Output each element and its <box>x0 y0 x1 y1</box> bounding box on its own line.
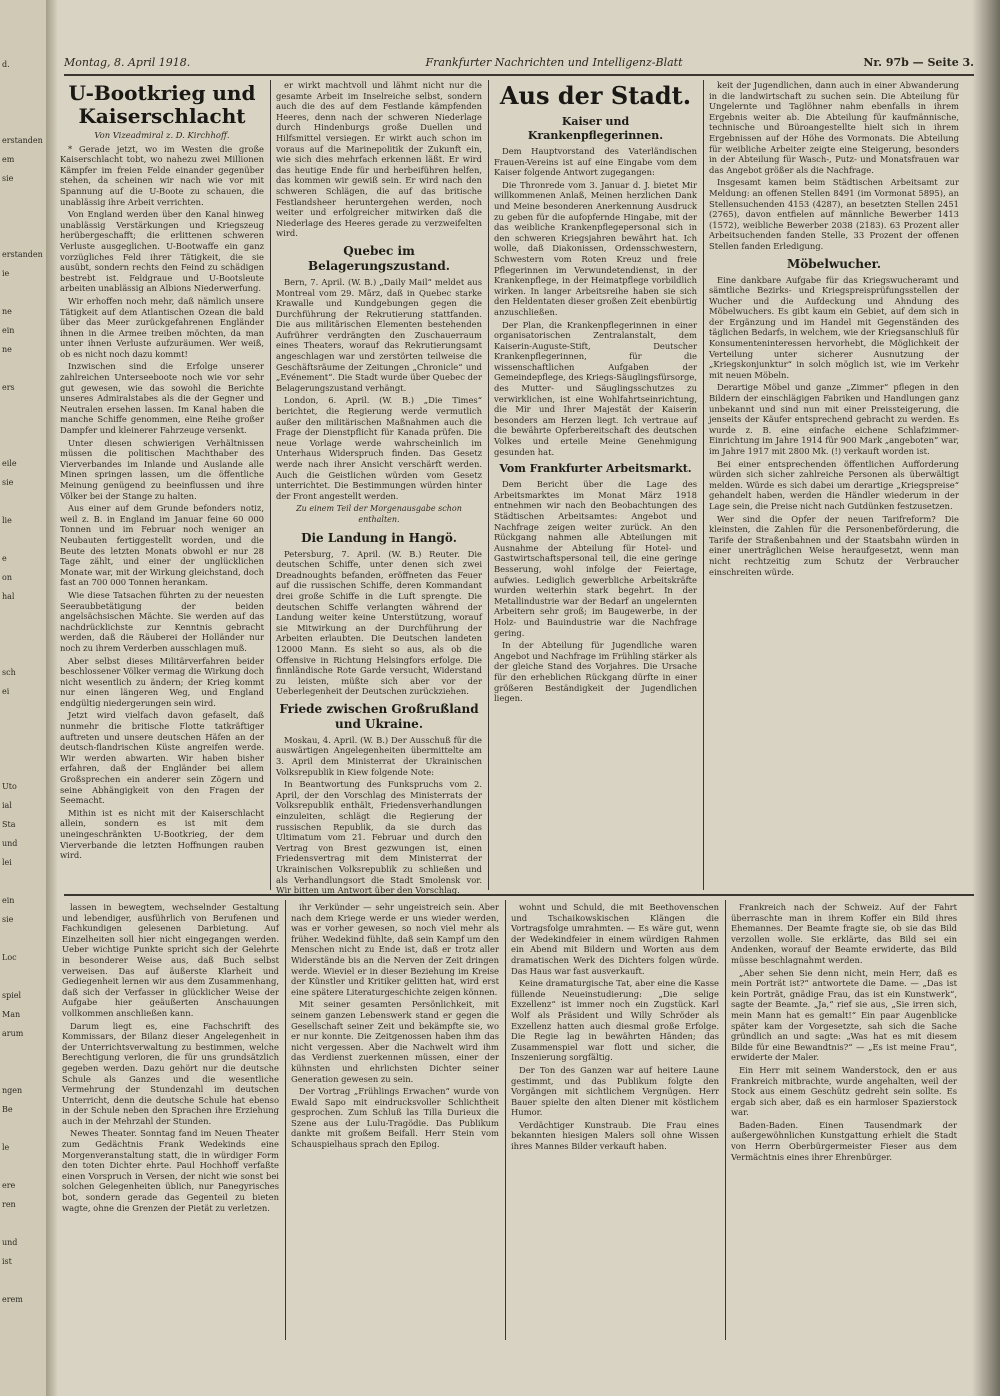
paragraph: keit der Jugendlichen, dann auch in einer Abwanderung in die landwirtschaft zu suchen sein. Die Abteilung für Ungelernte und Taglöhner nahm ebenfalls in ihrem Ergebnis weiter ab. Die Abteilung für kaufmännische, technische und Büroangestellte hielt sich in ihrem Ergebnissen auf der Höhe des Vormonats. Die Abteilung für weibliche Arbeiter zeigte eine Steigerung, besonders in der Abteilung für Wasch-, Putz- und Monatsfrauen war das Angebot größer als die Nachfrage. <box>709 80 959 175</box>
paragraph: Newes Theater. Sonntag fand im Neuen Theater zum Gedächtnis Frank Wedekinds eine Morgenveranstaltung statt, die in würdiger Form den toten Dichter ehrte. Paul Hochhoff verfaßte einen Vorspruch in Versen, der nicht wie sonst bei solchen Gelegenheiten üblich, nur Panegyrisches bot, sondern gerade das Gegenteil zu bieten wagte, ohne die Grenzen der Pietät zu verletzen. <box>62 1128 279 1213</box>
paragraph: Baden-Baden. Einen Tausendmark der außergewöhnlichen Kunstgattung erhielt die Stadt von Herrn Oberbürgermeister Fieser aus dem Vermächtnis eines ihrer Ehrenbürger. <box>731 1119 957 1162</box>
fragment-line <box>2 934 42 953</box>
fragment-line <box>2 231 42 250</box>
paragraph: Aber selbst dieses Militärverfahren beider beschlossener Völker vermag die Wirkung doch nicht wesentlich zu ändern; der Krieg kommt nur einen längeren Weg, und England endgültig niedergerungen sein wird. <box>60 655 264 708</box>
paragraph: Moskau, 4. April. (W. B.) Der Ausschuß für die auswärtigen Angelegenheiten übermittelte am 3. April dem Ministerrat der Ukrainischen Volksrepublik in Kiew folgende Note: <box>276 734 482 777</box>
column-rule <box>703 80 704 890</box>
fragment-line <box>2 497 42 516</box>
paragraph: Darum liegt es, eine Fachschrift des Kommissars, der Bilanz dieser Angelegenheit in der Unterrichtsverwaltung zu bestimmen, welche Berechtigung verloren, die für uns grundsätzlich gegeben werden. Dazu gehört nur die deutsche Schule als Ganzes und die wesentliche Vermehrung der Stundenzahl im deutschen Unterricht, denn die deutsche Schule hat ebenso in der Schule neben den Sprachen ihre Erziehung auch in der Mehrzahl der Stunden. <box>62 1020 279 1126</box>
paragraph: Wer sind die Opfer der neuen Tarifreform? Die kleinsten, die Zahlen für die Personenbeförderung, die Tarife der Straßenbahnen und der Staatsbahn würden in einer unerträglichen Weise heraufgesetzt, wenn man nicht rechtzeitig zum Schutz der Verbraucher einschreiten würde. <box>709 513 959 577</box>
fragment-line: und <box>2 1238 18 1247</box>
paragraph: Aus einer auf dem Grunde befonders notiz, weil z. B. in England im Januar feine 60 000 Tonnen und im Februar noch weniger an Neubauten fertiggestellt worden, und die Beute des letzten Monats obwohl er nur 28 Tage zählt, und einer der unglücklichen Monate war, mit der Wirkung gleichstand, doch fast an 700 000 Tonnen herankam. <box>60 503 264 588</box>
article-body <box>709 275 959 578</box>
fragment-line: ren <box>2 1200 16 1209</box>
column-2 <box>276 80 482 896</box>
paragraph: Bei einer entsprechenden öffentlichen Aufforderung würden sich sicher zahlreiche Personen als überwältigt melden. Würde es sich dabei um derartige „Kriegspreise“ gehandelt haben, werden die Händler wiederum in der Lage sein, die Preise nicht nach Gutdünken festzusetzen. <box>709 458 959 511</box>
paragraph: In der Abteilung für Jugendliche waren Angebot und Nachfrage im Frühling stärker als der gleiche Stand des Vorjahres. Die Ursache für den erheblichen Rückgang dürfte in einer größeren Beständigkeit der Jugendlichen liegen. <box>494 640 697 704</box>
fragment-line <box>2 611 42 630</box>
fragment-line <box>2 535 42 554</box>
paragraph: Inzwischen sind die Erfolge unserer zahlreichen Unterseeboote noch wie vor sehr gut gewesen, wie das sowohl die Berichte unseres Admiralstabes als die der Gegner und Neutralen ersehen lassen. Im Kanal haben die manche Schiffe genommen, eine Reihe großer Dampfer und kleinerer Fahrzeuge versenkt. <box>60 361 264 436</box>
paragraph: Verdächtiger Kunstraub. Die Frau eines bekannten hiesigen Malers soll ohne Wissen ihres Mannes Bilder verkauft haben. <box>511 1119 719 1152</box>
fragment-line <box>2 1048 42 1067</box>
fragment-line <box>2 649 42 668</box>
header-rule <box>64 74 974 76</box>
article-body <box>276 735 482 896</box>
fragment-line: ngen <box>2 1086 23 1095</box>
paragraph: Bern, 7. April. (W. B.) „Daily Mail“ meldet aus Montreal vom 29. März, daß in Quebec starke Krawalle und Kundgebungen gegen die Durchführung der Rekrutierung stattfanden. Die aus militärischen Elementen bestehenden Aufrührer verdrängten den Zuschauerraum eines Theaters, worauf das Rekrutierungsamt angeschlagen war und zerstörten teilweise die Geschäftsräume der Zeitungen „Chronicle“ und „Evénement“. Die Stadt wurde über Quebec der Belagerungszustand verhängt. <box>276 276 482 393</box>
section-divider <box>64 894 974 896</box>
fragment-line: Uto <box>2 782 17 791</box>
feuilleton-column-1 <box>62 902 279 1340</box>
column-rule <box>505 900 506 1340</box>
paragraph: „Aber sehen Sie denn nicht, mein Herr, daß es mein Porträt ist?“ antwortete die Dame. — „Das ist kein Porträt, gnädige Frau, das ist ein Kunstwerk“, sagte der Beamte. „Ja,“ rief sie aus, „Sie irren sich, mein Mann hat es gemalt!“ Ein paar Augenblicke später kam der Vorgesetzte, sah sich die Sache gründlich an und sagte: „Was hat es mit diesem Bilde für eine Bewandtnis?“ — „Es ist meine Frau“, erwiderte der Maler. <box>731 967 957 1063</box>
fragment-line <box>2 212 42 231</box>
fragment-line: ie <box>2 269 10 278</box>
fragment-line: eile <box>2 459 17 468</box>
fragment-line <box>2 630 42 649</box>
fragment-line <box>2 1162 42 1181</box>
paragraph: Unter diesen schwierigen Verhältnissen müssen die politischen Machthaber des Vierverbandes im Inlande und Auslande alle Minen springen lassen, um die öffentliche Meinung genügend zu beeinflussen und ihre Völker bei der Stange zu halten. <box>60 437 264 501</box>
fragment-line: erem <box>2 1295 23 1304</box>
paragraph: Die Thronrede vom 3. Januar d. J. bietet Mir willkommenen Anlaß, Meinen herzlichen Dank und Meine besonderen Anerkennung Ausdruck zu geben für die aufopfernde Hingabe, mit der das weibliche Krankenpflegepersonal sich in den schweren Kriegsjahren bewährt hat. Ich wolle, daß Diakonissen, Ordensschwestern, Schwestern vom Roten Kreuz und freie Pflegerinnen im Verwundetendienst, in der Krankenpflege, in der Heimatpflege vorbildlich wirken. In langer Arbeitsreihe haben sie sich den Heldentaten dieser großen Zeit ebenbürtig anzuschließen. <box>494 179 697 317</box>
fragment-line: Man <box>2 1010 21 1019</box>
article-body <box>494 479 697 703</box>
edition-note: Zu einem Teil der Morgenausgabe schon enthalten. <box>296 504 462 524</box>
article-continuation: er wirkt machtvoll und lähmt nicht nur die gesamte Arbeit im Inselreiche selbst, sondern auch die des auf dem Festlande kämpfenden Heeres, denn nach der schweren Niederlage durch Hindenburgs große Duellen und Hilfsmittel versiegen. Er wirkt auch schon im voraus auf die Marinepolitik der Zukunft ein, wie sich dies mehrfach erkennen läßt. Er wird das heutige Ende für und herbeiführen helfen, das kommen wir gewiß sein. Er wird nach den schweren Schlägen, die auf das britische Festlandsheer heruntergehen werden, noch weiter und erfolgreicher mitwirken daß die Niederlage des Heeres gerade zu verzweifelten wird. <box>276 80 482 239</box>
fragment-line: spiel <box>2 991 22 1000</box>
article-byline: Von Vizeadmiral z. D. Kirchhoff. <box>94 130 230 140</box>
fragment-line: le <box>2 1143 10 1152</box>
fragment-line: ne <box>2 345 12 354</box>
paragraph: Der Plan, die Krankenpflegerinnen in einer organisatorischen Zentralanstalt, dem Kaiserin-Auguste-Stift, Deutscher Krankenpflegerinnen, für die wissenschaftlichen Aufgaben der Gemeindepflege, des Kriegs-Säuglingsfürsorge, des Mutter- und Säuglingsschutzes zu verwirklichen, ist eine Wohlfahrtseinrichtung, die Mir und Ihrer Majestät der Kaiserin besonders am Herzen liegt. Ich vertraue auf die bewährte Opferbereitschaft des deutschen Volkes und erteile Meine Genehmigung gesunden hat. <box>494 319 697 457</box>
fragment-line <box>2 972 42 991</box>
paragraph: Der Ton des Ganzen war auf heitere Laune gestimmt, und das Publikum folgte den Vorgängen mit sichtlichem Vergnügen. Herr Bauer spielte den alten Diener mit köstlichem Humor. <box>511 1064 719 1118</box>
column-rule <box>270 80 271 890</box>
fragment-line: Sta <box>2 820 16 829</box>
newspaper-name: Frankfurter Nachrichten und Intelligenz-Blatt <box>425 56 683 69</box>
fragment-line: lie <box>2 516 12 525</box>
column-rule <box>488 80 489 890</box>
headline-kaiser: Kaiser und Krankenpflegerinnen. <box>527 115 664 142</box>
fragment-line: Be <box>2 1105 13 1114</box>
fragment-line <box>2 193 42 212</box>
fragment-line <box>2 1333 42 1352</box>
fragment-line <box>2 98 42 117</box>
fragment-line: lei <box>2 858 12 867</box>
paragraph: * Gerade jetzt, wo im Westen die große Kaiserschlacht tobt, wo nahezu zwei Millionen Kämpfer im freien Felde einander gegenüber stehen, da scheinen wir nach wie vor mit Spannung auf die U-Boote zu schauen, die unablässig ihre Arbeit verrichten. <box>60 143 264 207</box>
article-body <box>276 549 482 697</box>
fragment-line: ne <box>2 307 12 316</box>
article-body <box>494 146 697 457</box>
fragment-line <box>2 1124 42 1143</box>
fragment-line: Loc <box>2 953 17 962</box>
fragment-line: und <box>2 839 18 848</box>
fragment-line: ist <box>2 1257 12 1266</box>
fragment-line <box>2 364 42 383</box>
fragment-line <box>2 79 42 98</box>
fragment-line <box>2 1067 42 1086</box>
article-body <box>276 277 482 501</box>
paragraph: Dem Hauptvorstand des Vaterländischen Frauen-Vereins ist auf eine Eingabe vom dem Kaiser folgende Antwort zugegangen: <box>494 146 697 178</box>
fragment-line <box>2 1219 42 1238</box>
headline-moebelwucher: Möbelwucher. <box>787 256 881 271</box>
fragment-line <box>2 706 42 725</box>
fragment-line: sie <box>2 174 14 183</box>
paragraph: Mit seiner gesamten Persönlichkeit, mit seinem ganzen Lebenswerk stand er gegen die Gesellschaft seiner Zeit und bekämpfte sie, wo er nur konnte. Die Zeitgenossen haben ihm das nicht vergessen. Aber die Nachwelt wird ihm das Verdienst zuerkennen müssen, einer der kühnsten und ehrlichsten Dichter seiner Generation gewesen zu sein. <box>291 999 499 1084</box>
fragment-line <box>2 1314 42 1333</box>
paragraph: Insgesamt kamen beim Städtischen Arbeitsamt zur Meldung: an offenen Stellen 8491 (im Vormonat 5895), an Stellensuchenden 4153 (4287), an besetzten Stellen 2451 (2765), davon entfielen auf männliche Bewerber 1413 (1572), weibliche Bewerber 2038 (2183). 63 Prozent aller Arbeitsuchenden fanden Stelle, 33 Prozent der offenen Stellen fanden Erledigung. <box>709 177 959 251</box>
fragment-line: on <box>2 573 12 582</box>
book-spine-shadow <box>46 0 58 1396</box>
paragraph: In Beantwortung des Funkspruchs vom 2. April, der den Vorschlag des Ministerrats der Volksrepublik enthält, Friedensverhandlungen einzuleiten, schlägt die Regierung der russischen Republik, da sie durch das Ultimatum vom 21. Februar und durch den Vertrag von Brest gezwungen ist, einen Friedensvertrag mit dem Ministerrat der Ukrainischen Volksrepublik zu schließen und als Verhandlungsort die Stadt Smolensk vor. Wir bitten um Antwort über den Vorschlag. <box>276 779 482 896</box>
article-u-bootkrieg <box>60 80 264 890</box>
fragment-line: ei <box>2 687 10 696</box>
fragment-line: ial <box>2 801 12 810</box>
fragment-line: d. <box>2 60 10 69</box>
headline-friede: Friede zwischen Großrußland und Ukraine. <box>279 701 479 731</box>
article-title: U-Bootkrieg und Kaiserschlacht <box>68 81 256 128</box>
column-3 <box>494 80 697 890</box>
paragraph: Dem Bericht über die Lage des Arbeitsmarktes im Monat März 1918 entnehmen wir nach den Beobachtungen des Städtischen Arbeitsamtes: Angebot und Nachfrage zeigen weiter zurück. An den Rückgang nahmen alle Abteilungen mit Ausnahme der Abteilung für Hotel- und Gastwirtschaftspersonal teil, die eine geringe Besserung, wohl infolge der Feiertage, aufwies. Lediglich gewerbliche Arbeitskräfte wurden weiterhin stark begehrt. In der Metallindustrie war der Bedarf an ungelernten Arbeitern sehr groß; im Baugewerbe, in der Holz- und Bauindustrie war die Nachfrage gering. <box>494 479 697 638</box>
fragment-line <box>2 725 42 744</box>
fragment-line: ers <box>2 383 15 392</box>
fragment-line: hal <box>2 592 15 601</box>
fragment-line: e <box>2 554 7 563</box>
issue-date: Montag, 8. April 1918. <box>64 56 191 69</box>
paragraph: Wir erhoffen noch mehr, daß nämlich unsere Tätigkeit auf dem Atlantischen Ozean die bald über das Meer zurückgefahrenen Engländer ihnen in die Armee treiben möchten, da man unter ihnen Verluste aufzuräumen. Wer weiß, ob es nicht noch dazu kommt! <box>60 295 264 359</box>
fragment-line <box>2 1276 42 1295</box>
paragraph: Petersburg, 7. April. (W. B.) Reuter. Die deutschen Schiffe, unter denen sich zwei Dreadnoughts befanden, eröffneten das Feuer auf die russischen Schiffe, deren Kommandant drei große Schiffe in die Luft sprengte. Die deutschen Schiffe verlangten während der Landung weiter keine Unterstützung, worauf sie Mitwirkung an der Durchführung der Arbeiten erlaubten. Die Deutschen landeten 12000 Mann. Es sieht so aus, als ob die Offensive in Richtung Helsingfors erfolge. Die finnländische Rote Garde versucht, Widerstand zu leisten, müßte sich aber vor der Ueberlegenheit der Deutschen zurückziehen. <box>276 548 482 697</box>
fragment-line: erstanden <box>2 136 43 145</box>
headline-hangoe: Die Landung in Hangö. <box>301 530 457 545</box>
column-rule <box>285 900 286 1340</box>
column-rule <box>725 900 726 1340</box>
fragment-line <box>2 402 42 421</box>
headline-quebec: Quebec im Belagerungszustand. <box>308 243 450 273</box>
column-4 <box>709 80 959 890</box>
paragraph: Eine dankbare Aufgabe für das Kriegswucheramt und sämtliche Bezirks- und Kriegspreisprüfungsstellen der Wucher und die Aufdeckung und Ahndung des Möbelwuchers. Es gibt kaum ein Gebiet, auf dem sich in der Ergänzung und im Handel mit Gegenständen des täglichen Bedarfs, in welchem, wie der Kriegsanschluß für Konsumenteninteressen hervorhebt, die Möglichkeit der Verteilung unter sicherer Ausnutzung der „Kriegskonjunktur“ in solch möglich ist, wie im Verkehr mit neuen Möbeln. <box>709 274 959 380</box>
previous-page-edge <box>0 0 48 1396</box>
fragment-line: sch <box>2 668 16 677</box>
paragraph: lassen in bewegtem, wechselnder Gestaltung und lebendiger, ausführlich von Berufenen und Fachkundigen gelesenen Darbietung. Auf Einzelheiten soll hier nicht eingegangen werden. Ueber wichtige Punkte spricht sich der Gelehrte in besonderer Weise aus, daß Buch selbst verweisen. Das auf äußerste Klarheit und Gediegenheit lernen wir aus dem Zusammenhang, daß sich der Verfasser in glücklicher Weise der Aufgabe hier geäußerten Anschauungen vollkommen anschließen kann. <box>62 902 279 1018</box>
fragment-line <box>2 288 42 307</box>
fragment-line: ein <box>2 896 15 905</box>
previous-page-text-fragments <box>2 60 42 1380</box>
fragment-line <box>2 877 42 896</box>
fragment-line <box>2 440 42 459</box>
article-body <box>60 144 264 861</box>
fragment-line <box>2 117 42 136</box>
page-edge-shadow <box>972 0 1000 1396</box>
paragraph: Wie diese Tatsachen führten zu der neuesten Seeraubbetätigung der beiden angelsächsischen Mächte. Sie werden auf das nachdrücklichste zur Kenntnis gebracht werden, daß die Räuberei der Holländer nur noch zu ihrem Verderben ausschlagen muß. <box>60 589 264 653</box>
headline-arbeitsmarkt: Vom Frankfurter Arbeitsmarkt. <box>499 462 692 476</box>
paragraph: Von England werden über den Kanal hinweg unablässig Verstärkungen und Kriegszeug herübergeschafft; die erlittenen schweren Verluste ausgeglichen. U-Bootwaffe ein ganz vorzügliches Feld ihrer Tätigkeit, die sie ausübt, sondern rechts den Feind zu schädigen bestrebt ist. Feldgraue und U-Bootsleute arbeiten unablässig an Albions Niederwerfung. <box>60 209 264 294</box>
fragment-line: erstanden <box>2 250 43 259</box>
paragraph: Mithin ist es nicht mit der Kaiserschlacht allein, sondern es ist mit dem uneingeschränkten U-Bootkrieg, der dem Vierverbande die letzten Hoffnungen rauben wird. <box>60 807 264 861</box>
paragraph: Jetzt wird vielfach davon gefaselt, daß nunmehr die britische Flotte tatkräftiger auftreten und unsere deutschen Häfen an der deutsch-flandrischen Küste angreifen werde. Wir werden abwarten. Wir haben bisher erfahren, daß der Engländer bei allem Großsprechen ein anderer sein Zögern und seine Abhängigkeit von den Fragen der Seemacht. <box>60 710 264 806</box>
paragraph: ihr Verkünder — sehr ungeistreich sein. Aber nach dem Kriege werde er uns wieder werden, was er vorher gewesen, so noch viel mehr als früher. Wedekind fühlte, daß sein Kampf um den Menschen nicht zu Ende ist, daß er trotz aller Widerstände bis an die Nerven der Zeit dringen werde. Wieviel er in dieser Beziehung im Kreise der Künstler und Kritiker gelitten hat, wird erst eine spätere Literaturgeschichte zeigen können. <box>291 902 499 997</box>
fragment-line: ere <box>2 1181 16 1190</box>
feuilleton-column-3 <box>511 902 719 1340</box>
fragment-line: ein <box>2 326 15 335</box>
fragment-line: arum <box>2 1029 24 1038</box>
paragraph: Derartige Möbel und ganze „Zimmer“ pflegen in den Bildern der einschlägigen Fabriken und Handlungen ganz unbekannt und sind nun mit einer Preissteigerung, die jenseits der Käufer entsprechend gebracht zu werden. Es wurde z. B. eine einfache eichene Schlafzimmer-Einrichtung im Jahre 1914 für 900 Mark „angeboten“ war, im Jahre 1917 mit 2800 Mk. (!) verkauft worden ist. <box>709 382 959 456</box>
paragraph: Der Vortrag „Frühlings Erwachen“ wurde von Ewald Sapo mit eindrucksvoller Schlichtheit gesprochen. Zum Schluß las Tilla Durieux die Szene aus der Lulu-Tragödie. Das Publikum dankte mit großem Beifall. Herr Stein vom Schauspielhaus sprach den Epilog. <box>291 1086 499 1150</box>
paragraph: London, 6. April. (W. B.) „Die Times“ berichtet, die Regierung werde vermutlich außer den militärischen Maßnahmen auch die Frage der Dienstpflicht für Kanada prüfen. Die neue Vorlage werde wahrscheinlich im Unterhaus Widerspruch finden. Das Gesetz werde nach ihrer Ansicht verschärft werden. Auch die Geistlichen würden vom Gesetz unterrichtet. Die Bestimmungen würden hinter der Front angestellt werden. <box>276 395 482 501</box>
fragment-line: sie <box>2 915 14 924</box>
fragment-line <box>2 763 42 782</box>
fragment-line <box>2 421 42 440</box>
article-body <box>709 80 959 252</box>
section-title-stadt: Aus der Stadt. <box>499 81 692 110</box>
fragment-line <box>2 744 42 763</box>
fragment-line: sie <box>2 478 14 487</box>
paragraph: Ein Herr mit seinem Wanderstock, den er aus Frankreich mitbrachte, wurde angehalten, weil der Stock aus einem Geschütz gedreht sein sollte. Es ergab sich aber, daß es ein harmloser Spazierstock war. <box>731 1064 957 1118</box>
paragraph: wohnt und Schuld, die mit Beethovenschen und Tschaikowskischen Klängen die Vortragsfolge umrahmten. — Es wäre gut, wenn der Wedekindfeier in einem würdigen Rahmen ein Abend mit Bildern und Worten aus dem dramatischen Werk des Dichters folgen würde. Das Haus war fast ausverkauft. <box>511 902 719 976</box>
feuilleton-column-4 <box>731 902 957 1340</box>
paragraph: Keine dramaturgische Tat, aber eine die Kasse füllende Neueinstudierung: „Die selige Exzellenz“ ist immer noch ein Zugstück. Karl Wolf als Präsident und Willy Schröder als Exzellenz hatten auch diesmal große Erfolge. Die Regie lag in bewährten Händen; das Zusammenspiel war flott und sicher, die Inszenierung sorgfältig. <box>511 978 719 1063</box>
page-header <box>64 56 974 72</box>
paragraph: Frankreich nach der Schweiz. Auf der Fahrt überraschte man in ihrem Koffer ein Bild ihres Ehemannes. Der Beamte fragte sie, ob sie das Bild verzollen wolle. Sie erklärte, das Bild sei ein Andenken, worauf der Beamte erwiderte, das Bild müsse beschlagnahmt werden. <box>731 902 957 965</box>
fragment-line: em <box>2 155 15 164</box>
page-number: Nr. 97b — Seite 3. <box>863 56 974 69</box>
feuilleton-column-2 <box>291 902 499 1340</box>
